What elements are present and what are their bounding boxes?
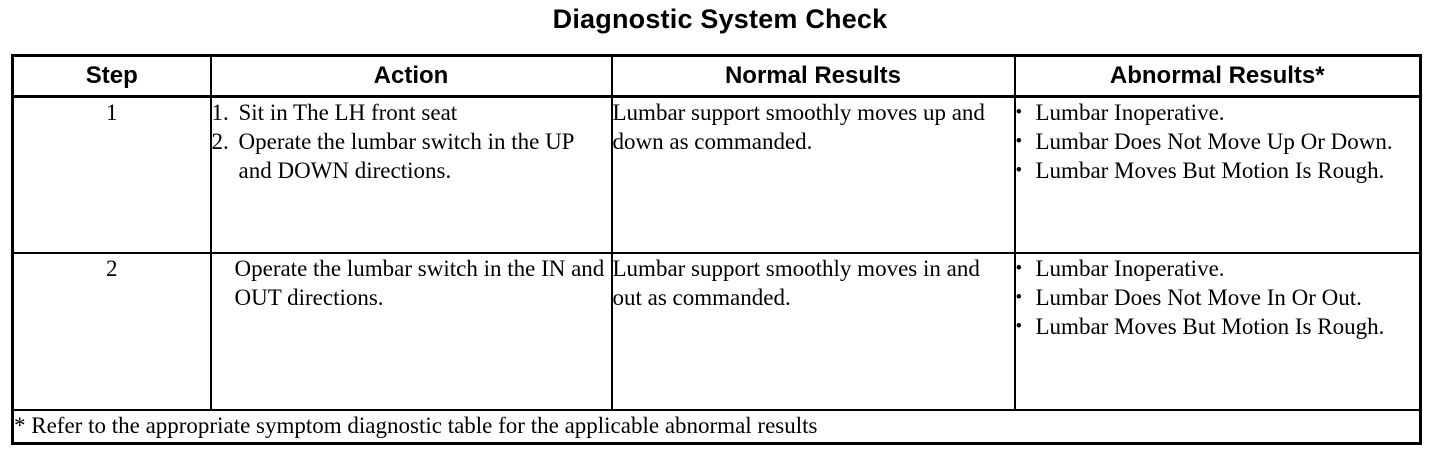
abnormal-result-item: • Lumbar Moves But Motion Is Rough.	[1016, 312, 1420, 341]
footnote-row	[13, 410, 1421, 444]
action-text: Operate the lumbar switch in the IN and OUT directions.	[234, 256, 605, 310]
header-action: Action	[211, 56, 612, 97]
header-row	[13, 56, 1421, 97]
action-cell	[211, 253, 612, 410]
abnormal-result-item: • Lumbar Inoperative.	[1016, 254, 1420, 283]
action-step-number: 2.	[211, 129, 229, 154]
abnormal-results-list	[1016, 98, 1420, 185]
abnormal-results-cell	[1015, 97, 1421, 254]
table-row	[13, 97, 1421, 254]
abnormal-result-item: • Lumbar Does Not Move In Or Out.	[1016, 283, 1420, 312]
step-number: 1	[13, 97, 211, 254]
footnote: * Refer to the appropriate symptom diagnostic table for the applicable abnormal results	[13, 410, 1421, 444]
abnormal-result-item: • Lumbar Does Not Move Up Or Down.	[1016, 127, 1420, 156]
step-number: 2	[13, 253, 211, 410]
header-normal-results: Normal Results	[612, 56, 1015, 97]
action-steps-list	[212, 98, 611, 185]
header-step: Step	[13, 56, 211, 97]
header-abnormal-results: Abnormal Results*	[1015, 56, 1421, 97]
normal-results-cell: Lumbar support smoothly moves up and down as commanded.	[612, 97, 1015, 254]
table-row	[13, 253, 1421, 410]
action-step	[212, 98, 611, 127]
diagnostic-table	[11, 54, 1422, 445]
abnormal-result-item: • Lumbar Inoperative.	[1016, 98, 1420, 127]
abnormal-results-list	[1016, 254, 1420, 341]
action-cell	[211, 97, 612, 254]
action-step-number: 1.	[211, 100, 229, 125]
normal-results-cell: Lumbar support smoothly moves in and out as commanded.	[612, 253, 1015, 410]
action-step-text: Sit in The LH front seat	[238, 100, 458, 125]
page-title: Diagnostic System Check	[552, 4, 888, 34]
abnormal-result-item: • Lumbar Moves But Motion Is Rough.	[1016, 156, 1420, 185]
action-step	[212, 127, 611, 185]
action-step-text: Operate the lumbar switch in the UP and DOWN directions.	[238, 129, 574, 183]
abnormal-results-cell	[1015, 253, 1421, 410]
